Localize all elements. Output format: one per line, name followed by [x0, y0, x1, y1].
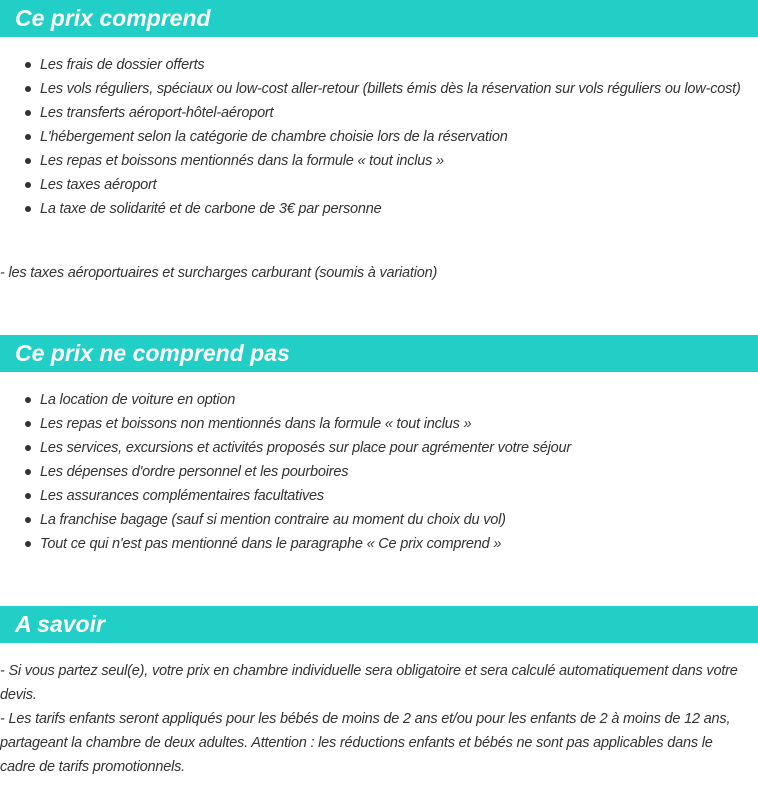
bullet-icon [25, 493, 31, 499]
excluded-list [0, 388, 758, 556]
bullet-icon [25, 110, 31, 116]
bullet-icon [25, 182, 31, 188]
info-paragraph: - Les tarifs enfants seront appliqués pour les bébés de moins de 2 ans et/ou pour les enfants de 2 à moins de 12 ans, partageant la chambre de deux adultes. Attention : les réductions enfants et bébés ne sont pas applicables dans le cadre de tarifs promotionnels. [0, 711, 731, 775]
bullet-icon [25, 469, 31, 475]
list-item: L'hébergement selon la catégorie de chambre choisie lors de la réservation [0, 125, 758, 149]
list-item: Les transferts aéroport-hôtel-aéroport [0, 101, 758, 125]
included-list [0, 53, 758, 221]
list-item: Les repas et boissons mentionnés dans la formule « tout inclus » [0, 149, 758, 173]
section-title-excluded: Ce prix ne comprend pas [0, 335, 758, 372]
bullet-icon [25, 421, 31, 427]
section-title-included: Ce prix comprend [0, 0, 758, 37]
bullet-icon [25, 541, 31, 547]
included-note: - les taxes aéroportuaires et surcharges carburant (soumis à variation) [0, 265, 438, 281]
bullet-icon [25, 445, 31, 451]
bullet-icon [25, 62, 31, 68]
list-item: Les vols réguliers, spéciaux ou low-cost aller-retour (billets émis dès la réservation sur vols réguliers ou low-cost) [0, 77, 758, 101]
bullet-icon [25, 134, 31, 140]
list-item: Les dépenses d'ordre personnel et les pourboires [0, 460, 758, 484]
list-item: Les frais de dossier offerts [0, 53, 758, 77]
bullet-icon [25, 206, 31, 212]
list-item: La location de voiture en option [0, 388, 758, 412]
list-item: La franchise bagage (sauf si mention contraire au moment du choix du vol) [0, 508, 758, 532]
list-item: Les repas et boissons non mentionnés dans la formule « tout inclus » [0, 412, 758, 436]
list-item: La taxe de solidarité et de carbone de 3€ par personne [0, 197, 758, 221]
bullet-icon [25, 517, 31, 523]
bullet-icon [25, 86, 31, 92]
bullet-icon [25, 397, 31, 403]
bullet-icon [25, 158, 31, 164]
info-text [0, 659, 750, 779]
section-title-info: A savoir [0, 606, 758, 643]
list-item: Les services, excursions et activités proposés sur place pour agrémenter votre séjour [0, 436, 758, 460]
list-item: Les assurances complémentaires facultatives [0, 484, 758, 508]
list-item: Les taxes aéroport [0, 173, 758, 197]
info-paragraph: - Si vous partez seul(e), votre prix en chambre individuelle sera obligatoire et sera calculé automatiquement dans votre devis. [0, 663, 738, 703]
list-item: Tout ce qui n'est pas mentionné dans le paragraphe « Ce prix comprend » [0, 532, 758, 556]
